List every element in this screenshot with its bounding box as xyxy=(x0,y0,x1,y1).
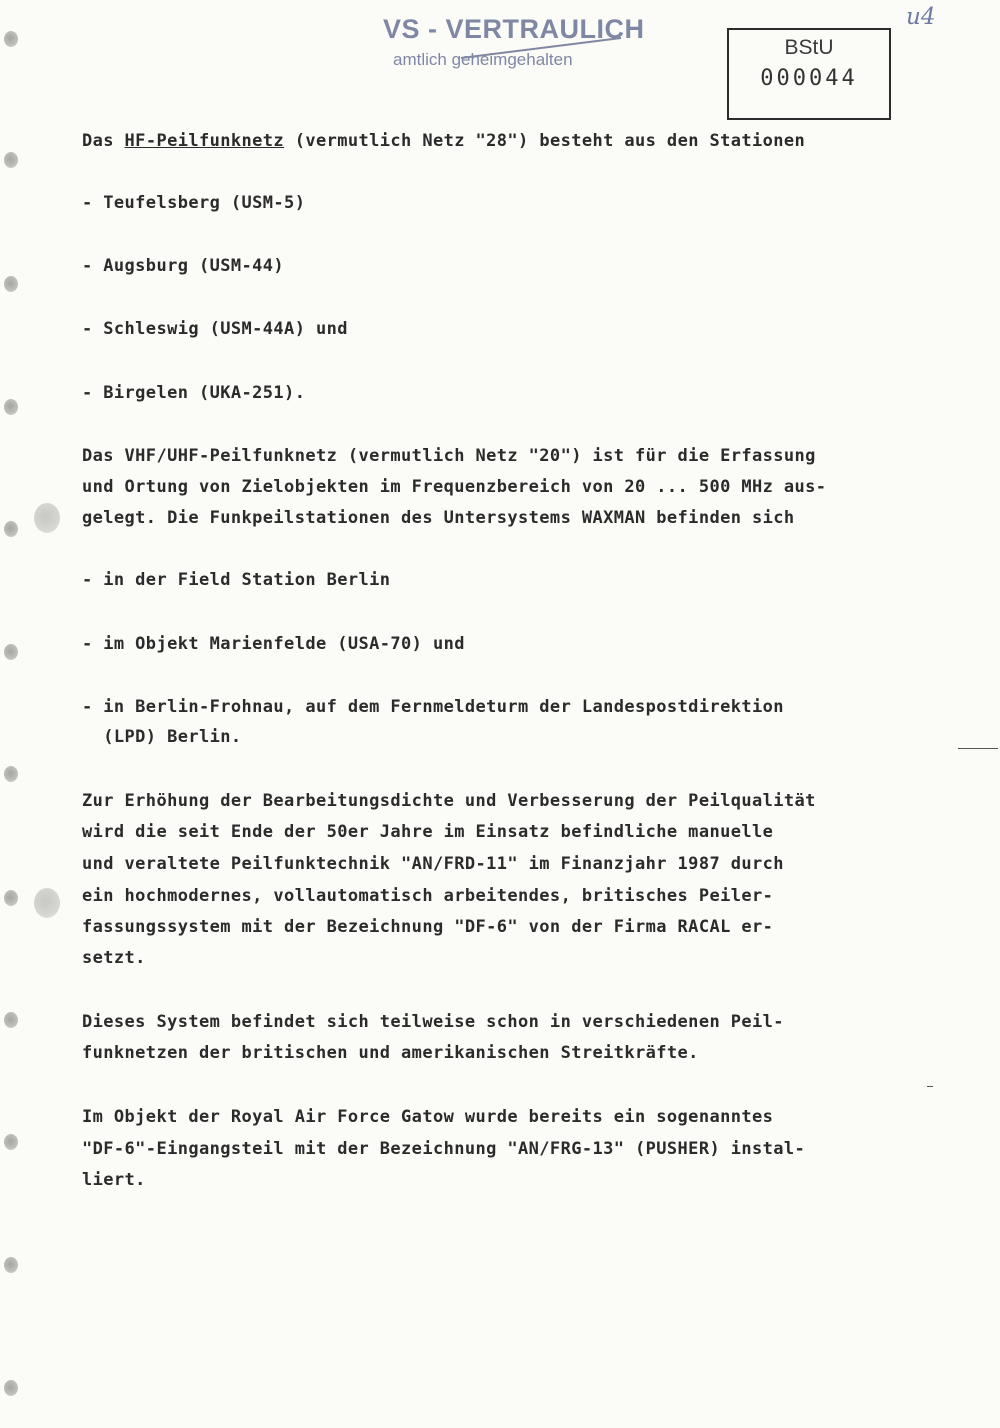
text-line: Im Objekt der Royal Air Force Gatow wurde bereits ein sogenanntes xyxy=(82,1107,774,1127)
text-line: setzt. xyxy=(82,948,146,968)
punch-hole xyxy=(4,1257,18,1273)
text-line: und veraltete Peilfunktechnik "AN/FRD-11" im Finanzjahr 1987 durch xyxy=(82,854,784,874)
punch-hole xyxy=(4,399,18,415)
text-line: liert. xyxy=(82,1170,146,1190)
handwritten-page-mark: u4 xyxy=(906,4,936,30)
stamp-subtext: amtlich geheimgehalten xyxy=(393,50,573,69)
text-line: und Ortung von Zielobjekten im Frequenzbereich von 20 ... 500 MHz aus- xyxy=(82,477,827,497)
text-line: Zur Erhöhung der Bearbeitungsdichte und Verbesserung der Peilqualität xyxy=(82,791,816,811)
archive-number: 000044 xyxy=(760,66,858,91)
text-rest: (vermutlich Netz "28") besteht aus den Stationen xyxy=(284,131,806,151)
punch-hole xyxy=(4,1012,18,1028)
archive-label: BStU xyxy=(784,36,834,59)
punch-hole xyxy=(34,888,60,918)
punch-hole xyxy=(4,644,18,660)
punch-hole xyxy=(34,503,60,533)
punch-hole xyxy=(4,1134,18,1150)
punch-hole xyxy=(4,521,18,537)
list-item: - Teufelsberg (USM-5) xyxy=(82,193,306,213)
list-item: - in Berlin-Frohnau, auf dem Fernmeldeturm der Landespostdirektion xyxy=(82,697,784,717)
text-line: "DF-6"-Eingangsteil mit der Bezeichnung "AN/FRG-13" (PUSHER) instal- xyxy=(82,1139,806,1159)
archive-number-box xyxy=(727,28,891,120)
paragraph-hf-network xyxy=(82,131,805,151)
list-item: - Augsburg (USM-44) xyxy=(82,256,285,276)
text-line: fassungssystem mit der Bezeichnung "DF-6" von der Firma RACAL er- xyxy=(82,917,774,937)
punch-hole xyxy=(4,766,18,782)
stamp-classification-text: VS - VERTRAULICH xyxy=(383,14,645,44)
list-item: - im Objekt Marienfelde (USA-70) und xyxy=(82,634,465,654)
margin-mark xyxy=(927,1086,933,1087)
text-line: wird die seit Ende der 50er Jahre im Einsatz befindliche manuelle xyxy=(82,822,774,842)
punch-hole xyxy=(4,1380,18,1396)
margin-mark xyxy=(958,748,998,749)
underlined-term: HF-Peilfunknetz xyxy=(124,131,285,151)
punch-hole xyxy=(4,276,18,292)
classification-stamp xyxy=(383,12,645,78)
list-item: (LPD) Berlin. xyxy=(82,727,242,747)
list-item: - Schleswig (USM-44A) und xyxy=(82,319,348,339)
list-item: - Birgelen (UKA-251). xyxy=(82,383,306,403)
punch-hole xyxy=(4,890,18,906)
text-prefix: Das xyxy=(82,131,125,151)
text-line: gelegt. Die Funkpeilstationen des Untersystems WAXMAN befinden sich xyxy=(82,508,795,528)
text-line: Dieses System befindet sich teilweise schon in verschiedenen Peil- xyxy=(82,1012,784,1032)
text-line: Das VHF/UHF-Peilfunknetz (vermutlich Netz "20") ist für die Erfassung xyxy=(82,446,816,466)
text-line: ein hochmodernes, vollautomatisch arbeitendes, britisches Peiler- xyxy=(82,886,774,906)
text-line: funknetzen der britischen und amerikanischen Streitkräfte. xyxy=(82,1043,699,1063)
punch-hole xyxy=(4,152,18,168)
punch-hole xyxy=(4,31,18,47)
list-item: - in der Field Station Berlin xyxy=(82,570,391,590)
